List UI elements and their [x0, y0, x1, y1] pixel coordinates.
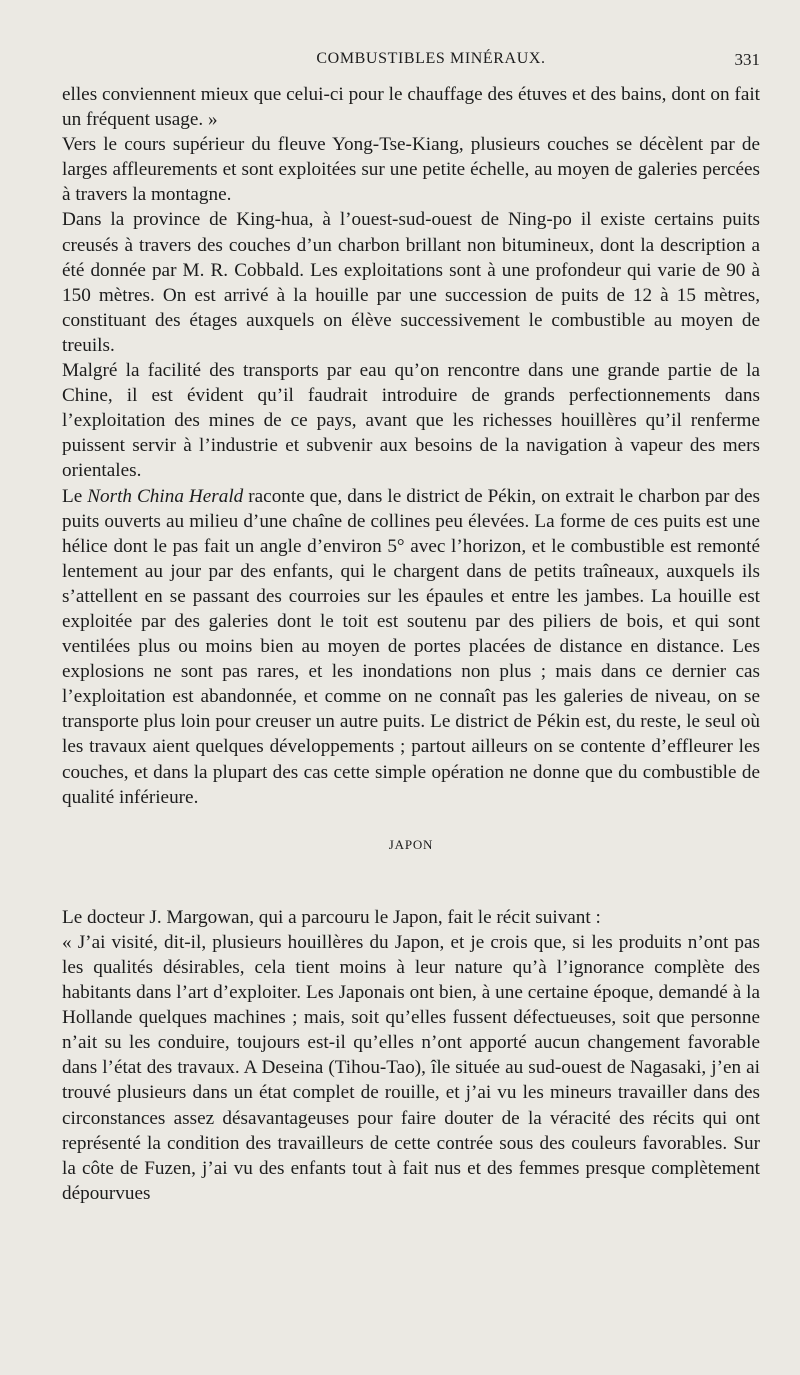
page-header	[62, 0, 760, 69]
paragraph: Vers le cours supérieur du fleuve Yong-Tse-Kiang, plusieurs couches se décèlent par de larges affleurements et sont exploitées sur une petite échelle, au moyen de galeries percées à travers la montagne.	[62, 134, 760, 206]
paragraph: Le docteur J. Margowan, qui a parcouru le Japon, fait le récit suivant :	[62, 906, 601, 928]
paragraph-text: Le	[62, 485, 88, 507]
running-title: COMBUSTIBLES MINÉRAUX.	[316, 50, 546, 67]
paragraph: elles conviennent mieux que celui-ci pour le chauffage des étuves et des bains, dont on fait un fréquent usage. »	[62, 84, 760, 131]
body-text	[62, 82, 760, 1206]
page-number: 331	[734, 50, 760, 69]
paragraph: Dans la province de King-hua, à l’ouest-sud-ouest de Ning-po il existe certains puits creusés à travers des couches d’un charbon brillant non bitumineux, dont la description a été donnée par M. R. Cobbald. Les exploitations sont à une profondeur qui varie de 90 à 150 mètres. On est arrivé à la houille par une succession de puits de 12 à 15 mètres, constituant des étages auxquels on élève successivement le combustible au moyen de treuils.	[62, 209, 760, 356]
paragraph: « J’ai visité, dit-il, plusieurs houillères du Japon, et je crois que, si les produits n’ont pas les qualités désirables, cela tient moins à leur nature qu’à l’ignorance complète des habitants dans l’art d’exploiter. Les Japonais ont bien, à une certaine époque, demandé à la Hollande quelques machines ; mais, soit qu’elles fussent défectueuses, soit que personne n’ait su les conduire, toujours est-il qu’elles n’ont apporté aucun changement favorable dans l’état des travaux. A Deseina (Tihou-Tao), île située au sud-ouest de Nagasaki, j’en ai trouvé plusieurs dans un état complet de rouille, et j’ai vu les mineurs travailler dans des circonstances assez désavantageuses pour faire douter de la véracité des récits qui ont représenté la condition des travailleurs de cette contrée sous des couleurs favorables. Sur la côte de Fuzen, j’ai vu des enfants tout à fait nus et des femmes presque complètement dépourvues	[62, 931, 760, 1204]
newspaper-title: North China Herald	[87, 485, 244, 507]
paragraph	[62, 484, 760, 810]
paragraph-text: raconte que, dans le district de Pékin, on extrait le charbon par des puits ouverts au milieu d’une chaîne de collines peu élevées. La forme de ces puits est une hélice dont le pas fait un angle d’environ 5° avec l’horizon, et le combustible est remonté lentement au jour par des enfants, qui le chargent dans de petits traîneaux, auxquels ils s’attellent en se passant des courroies sur les épaules et entre les jambes. La houille est exploitée par des galeries dont le toit est soutenu par des piliers de bois, et qui sont ventilées plus ou moins bien au moyen de portes placées de distance en distance. Les explosions ne sont pas rares, et les inondations non plus ; mais dans ce dernier cas l’exploitation est abandonnée, et comme on ne connaît pas les galeries de niveau, on se transporte plus loin pour creuser un autre puits. Le district de Pékin est, du reste, le seul où les travaux aient quelques développements ; partout ailleurs on se contente d’effleurer les couches, et dans la plupart des cas cette simple opération ne donne que du combustible de qualité inférieure.	[62, 485, 760, 808]
section-title: JAPON	[388, 836, 434, 852]
paragraph: Malgré la facilité des transports par eau qu’on rencontre dans une grande partie de la Chine, il est évident qu’il faudrait introduire de grands perfectionnements dans l’exploitation des mines de ce pays, avant que les richesses houillères qu’il renferme puissent servir à l’industrie et subvenir aux besoins de la navigation à vapeur des mers orientales.	[62, 360, 760, 482]
